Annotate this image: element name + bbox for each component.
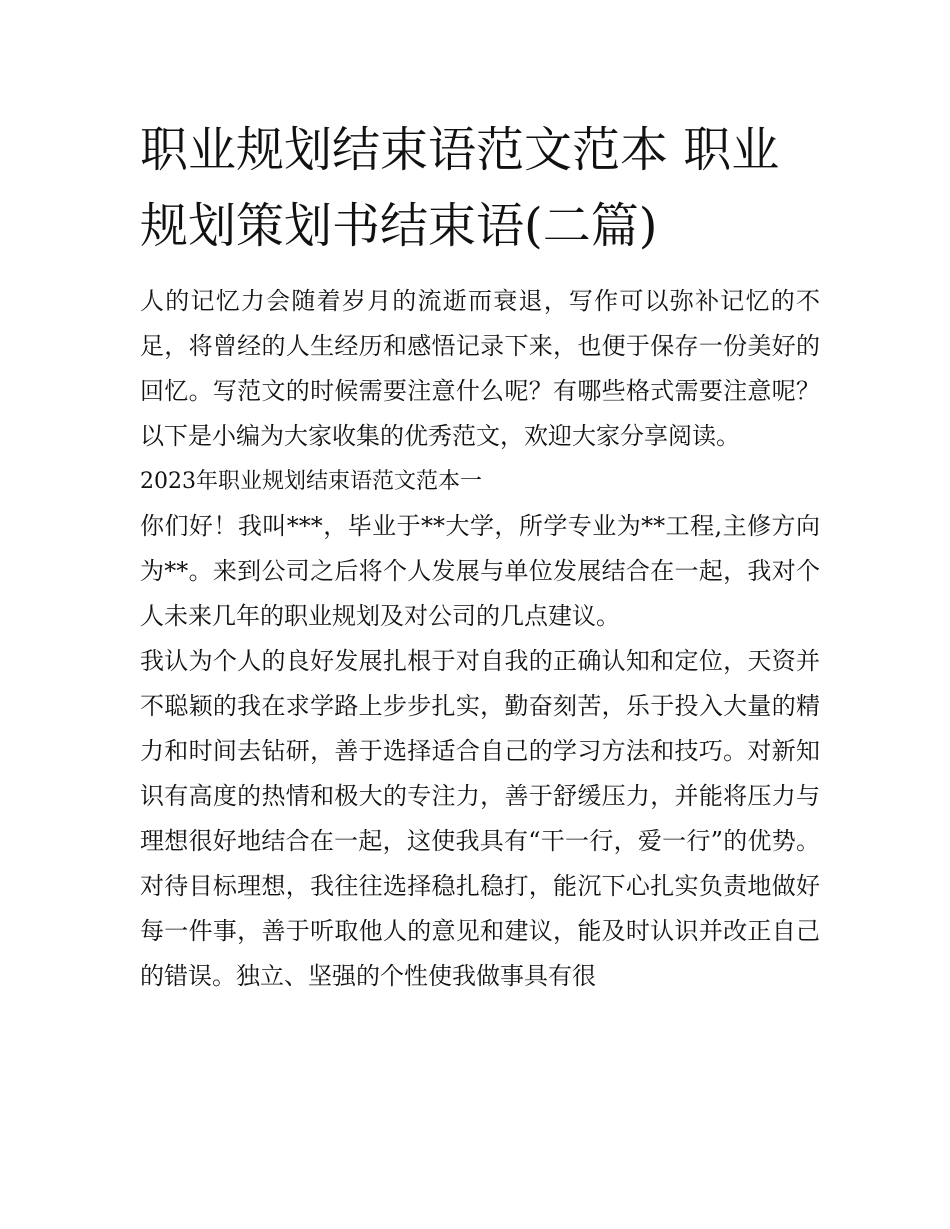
section-heading: 2023年职业规划结束语范文范本一 [140, 469, 482, 494]
body-paragraph-2: 我认为个人的良好发展扎根于对自我的正确认知和定位，天资并不聪颖的我在求学路上步步扎实，勤奋刻苦，乐于投入大量的精力和时间去钻研，善于选择适合自己的学习方法和技巧。对新知识有高度的热情和极大的专注力，善于舒缓压力，并能将压力与理想很好地结合在一起，这使我具有“干一行，爱一行”的优势。对待目标理想，我往往选择稳扎稳打，能沉下心扎实负责地做好每一件事，善于听取他人的意见和建议，能及时认识并改正自己的错误。独立、坚强的个性使我做事具有很 [140, 647, 820, 990]
intro-paragraph: 人的记忆力会随着岁月的流逝而衰退，写作可以弥补记忆的不足，将曾经的人生经历和感悟记录下来，也便于保存一份美好的回忆。写范文的时候需要注意什么呢？有哪些格式需要注意呢？以下是小编为大家收集的优秀范文，欢迎大家分享阅读。 [140, 287, 820, 450]
document-title: 职业规划结束语范文范本 职业规划策划书结束语(二篇) [140, 122, 780, 254]
document-body [140, 279, 820, 999]
body-paragraph-1: 你们好！我叫***，毕业于**大学，所学专业为**工程,主修方向为**。来到公司之后将个人发展与单位发展结合在一起，我对个人未来几年的职业规划及对公司的几点建议。 [140, 512, 820, 630]
